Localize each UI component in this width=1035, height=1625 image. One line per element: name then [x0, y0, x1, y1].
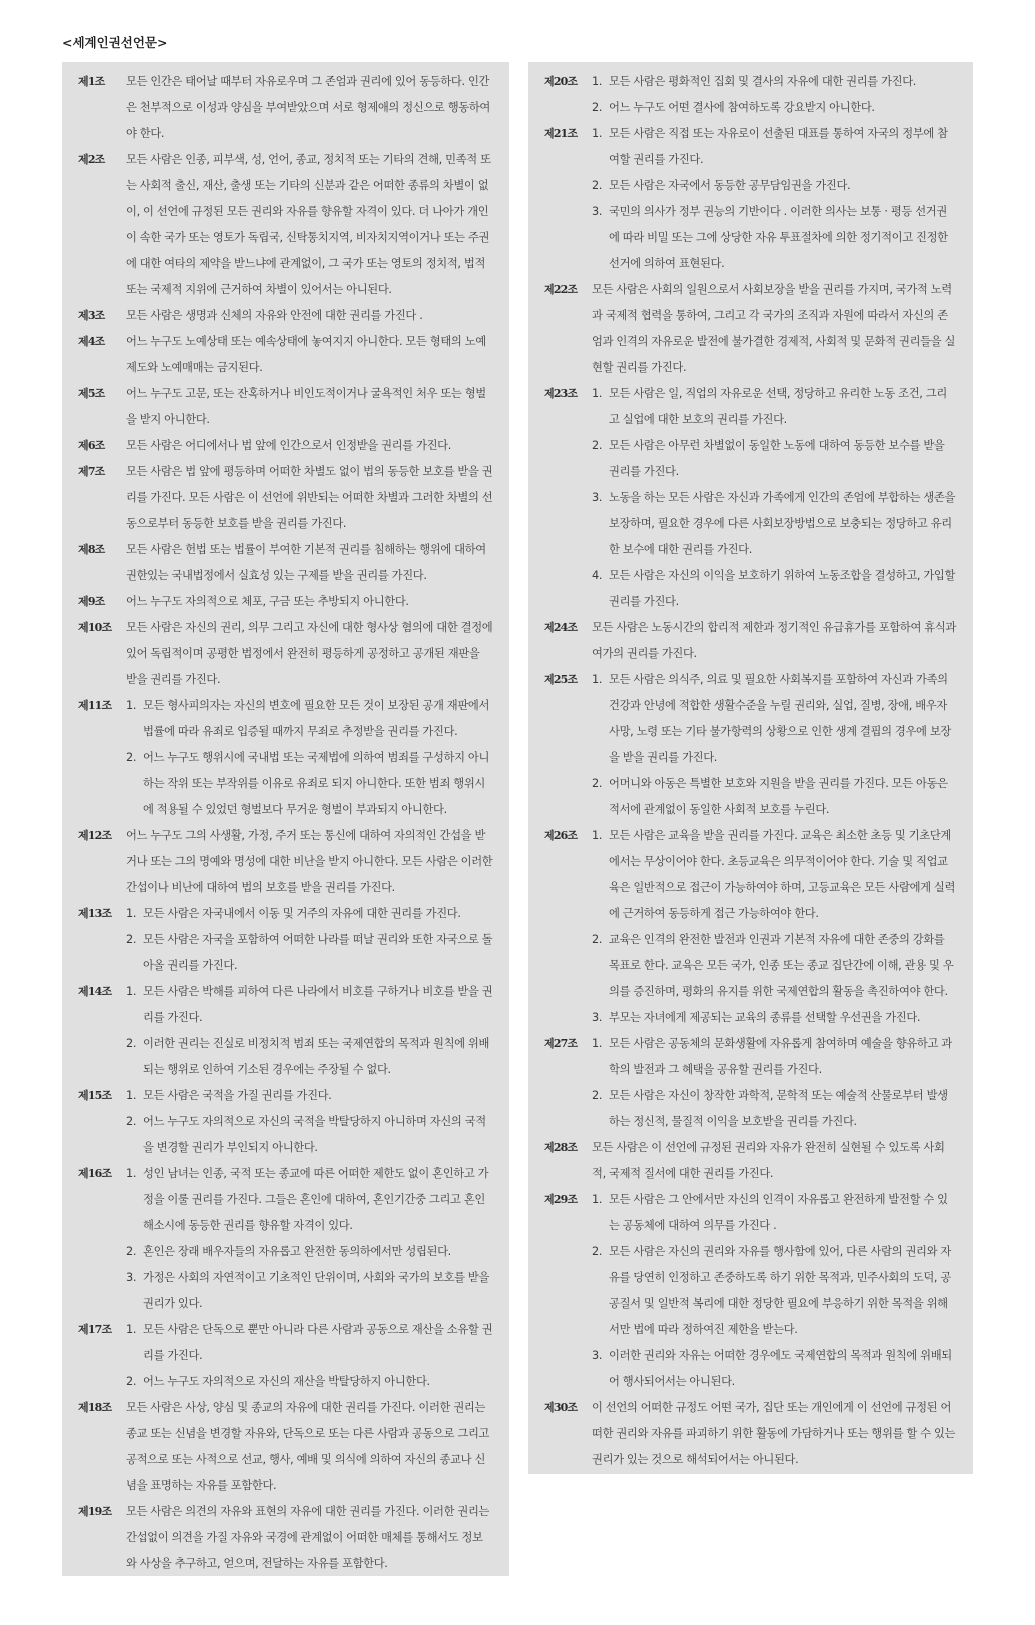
article-body — [592, 1187, 957, 1395]
article — [78, 901, 493, 979]
clause — [126, 927, 493, 979]
article-number: 제27조 — [544, 1037, 578, 1050]
clause-number: 1. — [592, 387, 603, 400]
clause-number: 1. — [126, 699, 137, 712]
article-number: 제2조 — [78, 153, 105, 166]
clause-number: 4. — [592, 569, 603, 582]
clause-number: 1. — [592, 673, 603, 686]
clause-number: 1. — [592, 1193, 603, 1206]
clause-text: 모든 사람은 교육을 받을 권리를 가진다. 교육은 최소한 초등 및 기초단계에서는 무상이어야 한다. 초등교육은 의무적이어야 한다. 기술 및 직업교육은 일반적으로 접근이 가능하여야 하며, 고등교육은 모든 사람에게 실력에 근거하여 동등하게 접근 가능하여야 한다. — [609, 829, 956, 920]
article-text: 어느 누구도 노예상태 또는 예속상태에 놓여지지 아니한다. 모든 형태의 노예제도와 노예매매는 금지된다. — [126, 335, 486, 374]
article — [544, 1135, 957, 1187]
article — [78, 303, 493, 329]
article-body — [126, 979, 493, 1083]
clause-text: 모든 사람은 공동체의 문화생활에 자유롭게 참여하며 예술을 향유하고 과학의 발전과 그 혜택을 공유할 권리를 가진다. — [609, 1037, 952, 1076]
clause — [126, 901, 493, 927]
article — [544, 823, 957, 1031]
article — [78, 537, 493, 589]
clause-number: 2. — [126, 1037, 137, 1050]
clause-text: 모든 사람은 자국내에서 이동 및 거주의 자유에 대한 권리를 가진다. — [143, 907, 461, 920]
clause-text: 부모는 자녀에게 제공되는 교육의 종류를 선택할 우선권을 가진다. — [609, 1011, 921, 1024]
article — [78, 1395, 493, 1499]
clause — [126, 979, 493, 1031]
article-number: 제17조 — [78, 1323, 112, 1336]
article — [78, 147, 493, 303]
article — [544, 277, 957, 381]
clause-number: 1. — [592, 127, 603, 140]
clause — [126, 745, 493, 823]
clause-number: 2. — [126, 1115, 137, 1128]
clause-number: 2. — [592, 101, 603, 114]
clause-text: 이러한 권리와 자유는 어떠한 경우에도 국제연합의 목적과 원칙에 위배되어 행사되어서는 아니된다. — [609, 1349, 952, 1388]
article — [78, 69, 493, 147]
clause-number: 1. — [126, 1323, 137, 1336]
clause — [592, 1187, 957, 1239]
clause-number: 2. — [126, 1245, 137, 1258]
clause-number: 2. — [592, 1245, 603, 1258]
right-column — [528, 62, 973, 1474]
clause-number: 2. — [592, 439, 603, 452]
article-text: 모든 사람은 노동시간의 합리적 제한과 정기적인 유급휴가를 포함하여 휴식과 여가의 권리를 가진다. — [592, 621, 956, 660]
clause — [592, 927, 957, 1005]
clause-number: 3. — [592, 1349, 603, 1362]
article-body — [126, 693, 493, 823]
article-body — [592, 1031, 957, 1135]
clause-number: 2. — [126, 933, 137, 946]
clause — [592, 823, 957, 927]
article — [78, 329, 493, 381]
clause-text: 모든 사람은 의식주, 의료 및 필요한 사회복지를 포함하여 자신과 가족의 건강과 안녕에 적합한 생활수준을 누릴 권리와, 실업, 질병, 장애, 배우자 사망, 노령 또는 기타 불가항력의 상황으로 인한 생계 결핍의 경우에 보장을 받을 권리를 가진다. — [609, 673, 951, 764]
article-number: 제24조 — [544, 621, 578, 634]
clause — [592, 1083, 957, 1135]
article-body — [592, 381, 957, 615]
clause-number: 3. — [592, 205, 603, 218]
article — [78, 1161, 493, 1317]
article-text: 모든 사람은 법 앞에 평등하며 어떠한 차별도 없이 법의 동등한 보호를 받을 권리를 가진다. 모든 사람은 이 선언에 위반되는 어떠한 차별과 그러한 차별의 선동으로부터 동등한 보호를 받을 권리를 가진다. — [126, 465, 493, 530]
clause-text: 모든 사람은 자신의 권리와 자유를 행사함에 있어, 다른 사람의 권리와 자유를 당연히 인정하고 존중하도록 하기 위한 목적과, 민주사회의 도덕, 공공질서 및 일반적 복리에 대한 정당한 필요에 부응하기 위한 목적을 위해서만 법에 따라 정하여진 제한을 받는다. — [609, 1245, 951, 1336]
clause-text: 모든 사람은 국적을 가질 권리를 가진다. — [143, 1089, 332, 1102]
article-text: 모든 사람은 생명과 신체의 자유와 안전에 대한 권리를 가진다 . — [126, 309, 423, 322]
article-text: 모든 사람은 자신의 권리, 의무 그리고 자신에 대한 형사상 혐의에 대한 결정에 있어 독립적이며 공평한 법정에서 완전히 평등하게 공정하고 공개된 재판을 받을 권리를 가진다. — [126, 621, 493, 686]
article-number: 제18조 — [78, 1401, 112, 1414]
clause-text: 어머니와 아동은 특별한 보호와 지원을 받을 권리를 가진다. 모든 아동은 적서에 관계없이 동일한 사회적 보호를 누린다. — [609, 777, 948, 816]
clause-number: 1. — [126, 1167, 137, 1180]
article — [544, 381, 957, 615]
article — [78, 979, 493, 1083]
clause — [126, 1239, 493, 1265]
article — [78, 381, 493, 433]
clause-text: 어느 누구도 어떤 결사에 참여하도록 강요받지 아니한다. — [609, 101, 875, 114]
article-number: 제29조 — [544, 1193, 578, 1206]
clause-number: 2. — [592, 933, 603, 946]
clause — [592, 1031, 957, 1083]
article — [544, 1395, 957, 1473]
clause-text: 모든 사람은 그 안에서만 자신의 인격이 자유롭고 완전하게 발전할 수 있는 공동체에 대하여 의무를 가진다 . — [609, 1193, 948, 1232]
article-body — [126, 1317, 493, 1395]
article-number: 제7조 — [78, 465, 105, 478]
article-text: 모든 사람은 이 선언에 규정된 권리와 자유가 완전히 실현될 수 있도록 사회적, 국제적 질서에 대한 권리를 가진다. — [592, 1141, 945, 1180]
article-number: 제8조 — [78, 543, 105, 556]
article-body — [126, 1161, 493, 1317]
article-body — [592, 69, 957, 121]
article-number: 제3조 — [78, 309, 105, 322]
article — [78, 823, 493, 901]
clause — [126, 1109, 493, 1161]
clause-number: 2. — [126, 1375, 137, 1388]
article-text: 이 선언의 어떠한 규정도 어떤 국가, 집단 또는 개인에게 이 선언에 규정된 어떠한 권리와 자유를 파괴하기 위한 활동에 가담하거나 또는 행위를 할 수 있는 권리가 있는 것으로 해석되어서는 아니된다. — [592, 1401, 956, 1466]
clause — [592, 433, 957, 485]
clause-number: 2. — [592, 777, 603, 790]
clause-number: 1. — [126, 1089, 137, 1102]
clause — [126, 693, 493, 745]
article — [78, 1317, 493, 1395]
article — [78, 433, 493, 459]
clause-text: 모든 사람은 평화적인 집회 및 결사의 자유에 대한 권리를 가진다. — [609, 75, 917, 88]
article-text: 어느 누구도 자의적으로 체포, 구금 또는 추방되지 아니한다. — [126, 595, 409, 608]
article — [544, 121, 957, 277]
clause — [592, 69, 957, 95]
clause — [126, 1265, 493, 1317]
clause-text: 모든 사람은 직접 또는 자유로이 선출된 대표를 통하여 자국의 정부에 참여할 권리를 가진다. — [609, 127, 948, 166]
article-number: 제4조 — [78, 335, 105, 348]
article-text: 모든 사람은 헌법 또는 법률이 부여한 기본적 권리를 침해하는 행위에 대하여 권한있는 국내법정에서 실효성 있는 구제를 받을 권리를 가진다. — [126, 543, 486, 582]
clause-number: 1. — [592, 75, 603, 88]
clause — [592, 771, 957, 823]
clause-text: 국민의 의사가 정부 권능의 기반이다 . 이러한 의사는 보통 · 평등 선거권에 따라 비밀 또는 그에 상당한 자유 투표절차에 의한 정기적이고 진정한 선거에 의하여 표현된다. — [609, 205, 948, 270]
clause — [592, 1343, 957, 1395]
clause-number: 1. — [592, 829, 603, 842]
article-number: 제12조 — [78, 829, 112, 842]
article-number: 제16조 — [78, 1167, 112, 1180]
article-number: 제9조 — [78, 595, 105, 608]
clause-text: 혼인은 장래 배우자들의 자유롭고 완전한 동의하에서만 성립된다. — [143, 1245, 451, 1258]
clause-text: 이러한 권리는 진실로 비정치적 범죄 또는 국제연합의 목적과 원칙에 위배되는 행위로 인하여 기소된 경우에는 주장될 수 없다. — [143, 1037, 490, 1076]
article-text: 모든 사람은 인종, 피부색, 성, 언어, 종교, 정치적 또는 기타의 견해, 민족적 또는 사회적 출신, 재산, 출생 또는 기타의 신분과 같은 어떠한 종류의 차별이 없이, 이 선언에 규정된 모든 권리와 자유를 향유할 자격이 있다. 더 나아가 개인이 속한 국가 또는 영토가 독립국, 신탁통치지역, 비자치지역이거나 또는 주권에 대한 여타의 제약을 받느냐에 관계없이, 그 국가 또는 영토의 정치적, 법적 또는 국제적 지위에 근거하여 차별이 있어서는 아니된다. — [126, 153, 491, 296]
clause-number: 2. — [126, 751, 137, 764]
clause-text: 성인 남녀는 인종, 국적 또는 종교에 따른 어떠한 제한도 없이 혼인하고 가정을 이룰 권리를 가진다. 그들은 혼인에 대하여, 혼인기간중 그리고 혼인해소시에 동등한 권리를 향유할 자격이 있다. — [143, 1167, 489, 1232]
clause-text: 모든 사람은 자신의 이익을 보호하기 위하여 노동조합을 결성하고, 가입할 권리를 가진다. — [609, 569, 956, 608]
article — [78, 589, 493, 615]
article-number: 제5조 — [78, 387, 105, 400]
clause-number: 1. — [126, 907, 137, 920]
article-number: 제10조 — [78, 621, 112, 634]
article — [544, 1187, 957, 1395]
article-number: 제19조 — [78, 1505, 112, 1518]
clause — [592, 121, 957, 173]
article-number: 제21조 — [544, 127, 578, 140]
article-body — [592, 823, 957, 1031]
clause-text: 어느 누구도 자의적으로 자신의 국적을 박탈당하지 아니하며 자신의 국적을 변경할 권리가 부인되지 아니한다. — [143, 1115, 486, 1154]
article-body — [126, 1083, 493, 1161]
clause-text: 어느 누구도 행위시에 국내법 또는 국제법에 의하여 범죄를 구성하지 아니하는 작위 또는 부작위를 이유로 유죄로 되지 아니한다. 또한 범죄 행위시에 적용될 수 있었던 형벌보다 무거운 형벌이 부과되지 아니한다. — [143, 751, 490, 816]
article-number: 제26조 — [544, 829, 578, 842]
article-number: 제28조 — [544, 1141, 578, 1154]
clause — [592, 199, 957, 277]
clause — [592, 173, 957, 199]
clause-text: 모든 사람은 박해를 피하여 다른 나라에서 비호를 구하거나 비호를 받을 권리를 가진다. — [143, 985, 493, 1024]
clause — [592, 563, 957, 615]
article-number: 제25조 — [544, 673, 578, 686]
clause — [592, 1239, 957, 1343]
clause-number: 1. — [592, 1037, 603, 1050]
article-number: 제20조 — [544, 75, 578, 88]
article-number: 제23조 — [544, 387, 578, 400]
clause-number: 3. — [592, 1011, 603, 1024]
article-text: 어느 누구도 고문, 또는 잔혹하거나 비인도적이거나 굴욕적인 처우 또는 형벌을 받지 아니한다. — [126, 387, 486, 426]
article-number: 제11조 — [78, 699, 112, 712]
article-text: 모든 인간은 태어날 때부터 자유로우며 그 존엄과 권리에 있어 동등하다. 인간은 천부적으로 이성과 양심을 부여받았으며 서로 형제애의 정신으로 행동하여야 한다. — [126, 75, 490, 140]
clause-text: 모든 사람은 일, 직업의 자유로운 선택, 정당하고 유리한 노동 조건, 그리고 실업에 대한 보호의 권리를 가진다. — [609, 387, 947, 426]
clause — [126, 1161, 493, 1239]
article-text: 모든 사람은 사상, 양심 및 종교의 자유에 대한 권리를 가진다. 이러한 권리는 종교 또는 신념을 변경할 자유와, 단독으로 또는 다른 사람과 공동으로 그리고 공적으로 또는 사적으로 선교, 행사, 예배 및 의식에 의하여 자신의 종교나 신념을 표명하는 자유를 포함한다. — [126, 1401, 490, 1492]
clause-text: 모든 사람은 아무런 차별없이 동일한 노동에 대하여 동등한 보수를 받을 권리를 가진다. — [609, 439, 945, 478]
document-title: <세계인권선언문> — [62, 35, 168, 50]
clause — [592, 667, 957, 771]
article-number: 제13조 — [78, 907, 112, 920]
clause-text: 모든 사람은 자국에서 동등한 공무담임권을 가진다. — [609, 179, 851, 192]
clause — [592, 95, 957, 121]
left-column — [62, 62, 509, 1576]
clause-text: 교육은 인격의 완전한 발전과 인권과 기본적 자유에 대한 존중의 강화를 목표로 한다. 교육은 모든 국가, 인종 또는 종교 집단간에 이해, 관용 및 우의를 증진하며, 평화의 유지를 위한 국제연합의 활동을 촉진하여야 한다. — [609, 933, 954, 998]
article-number: 제30조 — [544, 1401, 578, 1414]
article-body — [126, 901, 493, 979]
article — [544, 69, 957, 121]
article-number: 제6조 — [78, 439, 105, 452]
clause — [592, 381, 957, 433]
clause-text: 어느 누구도 자의적으로 자신의 재산을 박탈당하지 아니한다. — [143, 1375, 430, 1388]
article-body — [592, 667, 957, 823]
article — [544, 667, 957, 823]
clause-text: 모든 형사피의자는 자신의 변호에 필요한 모든 것이 보장된 공개 재판에서 법률에 따라 유죄로 입증될 때까지 무죄로 추정받을 권리를 가진다. — [143, 699, 490, 738]
article — [78, 615, 493, 693]
clause-text: 가정은 사회의 자연적이고 기초적인 단위이며, 사회와 국가의 보호를 받을 권리가 있다. — [143, 1271, 490, 1310]
article — [544, 615, 957, 667]
article — [544, 1031, 957, 1135]
article-number: 제1조 — [78, 75, 105, 88]
clause-text: 모든 사람은 자국을 포함하여 어떠한 나라를 떠날 권리와 또한 자국으로 돌아올 권리를 가진다. — [143, 933, 493, 972]
clause — [126, 1369, 493, 1395]
article — [78, 459, 493, 537]
clause — [126, 1317, 493, 1369]
clause-number: 2. — [592, 179, 603, 192]
clause-number: 1. — [126, 985, 137, 998]
clause-number: 3. — [126, 1271, 137, 1284]
article-number: 제22조 — [544, 283, 578, 296]
clause — [592, 485, 957, 563]
article-body — [592, 121, 957, 277]
article-text: 어느 누구도 그의 사생활, 가정, 주거 또는 통신에 대하여 자의적인 간섭을 받거나 또는 그의 명예와 명성에 대한 비난을 받지 아니한다. 모든 사람은 이러한 간섭이나 비난에 대하여 법의 보호를 받을 권리를 가진다. — [126, 829, 493, 894]
article — [78, 1499, 493, 1577]
clause — [126, 1083, 493, 1109]
article-number: 제14조 — [78, 985, 112, 998]
article — [78, 1083, 493, 1161]
clause-text: 노동을 하는 모든 사람은 자신과 가족에게 인간의 존엄에 부합하는 생존을 보장하며, 필요한 경우에 다른 사회보장방법으로 보충되는 정당하고 유리한 보수에 대한 권리를 가진다. — [609, 491, 956, 556]
clause-text: 모든 사람은 단독으로 뿐만 아니라 다른 사람과 공동으로 재산을 소유할 권리를 가진다. — [143, 1323, 493, 1362]
article-number: 제15조 — [78, 1089, 112, 1102]
clause-text: 모든 사람은 자신이 창작한 과학적, 문학적 또는 예술적 산물로부터 발생하는 정신적, 물질적 이익을 보호받을 권리를 가진다. — [609, 1089, 948, 1128]
article — [78, 693, 493, 823]
clause-number: 2. — [592, 1089, 603, 1102]
article-text: 모든 사람은 어디에서나 법 앞에 인간으로서 인정받을 권리를 가진다. — [126, 439, 451, 452]
article-text: 모든 사람은 의견의 자유와 표현의 자유에 대한 권리를 가진다. 이러한 권리는 간섭없이 의견을 가질 자유와 국경에 관계없이 어떠한 매체를 통해서도 정보와 사상을 추구하고, 얻으며, 전달하는 자유를 포함한다. — [126, 1505, 490, 1570]
article-text: 모든 사람은 사회의 일원으로서 사회보장을 받을 권리를 가지며, 국가적 노력과 국제적 협력을 통하여, 그리고 각 국가의 조직과 자원에 따라서 자신의 존엄과 인격의 자유로운 발전에 불가결한 경제적, 사회적 및 문화적 권리들을 실현할 권리를 가진다. — [592, 283, 956, 374]
clause — [592, 1005, 957, 1031]
clause-number: 3. — [592, 491, 603, 504]
clause — [126, 1031, 493, 1083]
